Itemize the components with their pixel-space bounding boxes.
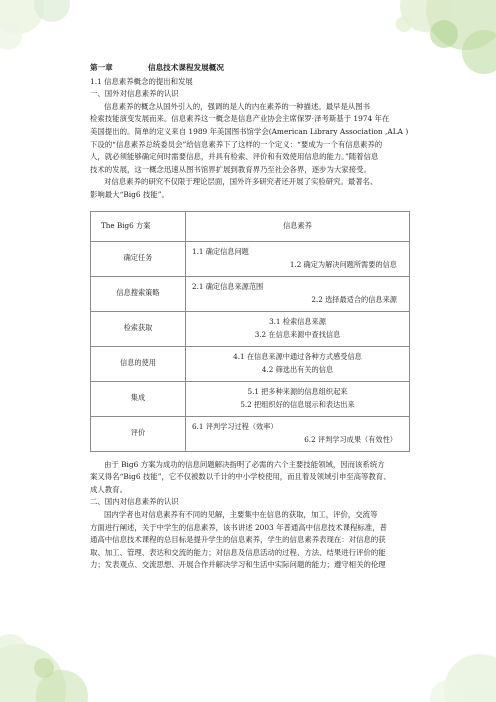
watercolor-corner-top-left [0, 0, 120, 70]
task-item: 2.1 确定信息来源范围 [192, 282, 264, 292]
task-item: 3.1 检索信息来源 [269, 317, 326, 327]
task-item: 6.1 评判学习过程（效率） [192, 422, 278, 432]
task-item: 1.1 确定信息问题 [192, 247, 249, 257]
text-line: 检索技能演变发展而来。信息素养这一概念是信息产业协会主席保罗·泽考斯基于 1974 年在 [90, 114, 390, 124]
text-line: 由于 Big6 方案为成功的信息问题解决指明了必需的六个主要技能领域，因而该系统方 [104, 459, 385, 469]
table-stage-cell: 集成 [91, 381, 186, 416]
text-line: 成人教育。 [90, 484, 127, 494]
text-line: 美国提出的。简单的定义来自 1989 年美国图书馆学会(American Library Association ,ALA ) [90, 126, 409, 136]
table-row [91, 381, 410, 416]
table-task-cell [186, 276, 410, 311]
table-row [91, 311, 410, 346]
table-task-cell [186, 381, 410, 416]
table-header-task: 信息素养 [186, 211, 410, 241]
paragraph-4 [90, 509, 420, 572]
table-stage-cell: 信息搜索策略 [91, 276, 186, 311]
watercolor-corner-bottom-right [376, 592, 496, 702]
task-item: 1.2 确定为解决问题所需要的信息 [289, 259, 397, 269]
table-row [91, 276, 410, 311]
table-header-stage: The Big6 方案 [91, 211, 186, 241]
text-line: 案又得名“Big6 技能”，它不仅被数以千计的中小学校使用，而且着及领域引申至高等教育、 [90, 472, 391, 482]
task-item: 5.2 把组织好的信息展示和表达出来 [240, 399, 355, 409]
table-row [91, 416, 410, 451]
paragraph-1 [90, 101, 420, 177]
big6-table [90, 211, 410, 452]
table-stage-cell: 检索获取 [91, 311, 186, 346]
table-row [91, 346, 410, 381]
chapter-heading [90, 62, 420, 75]
task-item: 5.1 把多种来源的信息组织起来 [247, 387, 348, 397]
table-stage-cell: 信息的使用 [91, 346, 186, 381]
text-line: 信息素养的概念从国外引入的，强调的是人的内在素养的一种描述。最早是从图书 [104, 101, 371, 111]
text-line: 影响最大“Big6 技能”。 [90, 189, 169, 199]
table-task-cell [186, 346, 410, 381]
chapter-number: 第一章 [90, 63, 113, 72]
text-line: 技术的发展，这一概念迅速从图书馆界扩展到教育界乃至社会各界，逐步为大家接受。 [90, 164, 371, 174]
task-item: 4.1 在信息来源中通过各种方式感受信息 [233, 352, 362, 362]
table-task-cell [186, 241, 410, 276]
table-task-cell [186, 311, 410, 346]
task-item: 4.2 筛选出有关的信息 [261, 364, 334, 374]
table-header-row [91, 211, 410, 241]
task-item: 6.2 评判学习成果（有效性） [304, 434, 397, 444]
task-item: 2.2 选择最适合的信息来源 [311, 294, 397, 304]
watercolor-corner-bottom-left [0, 572, 130, 702]
text-line: 力；发表观点、交流思想、开展合作并解决学习和生活中实际问题的能力；遵守相关的伦理 [90, 560, 386, 570]
text-line: 国内学者也对信息素养有不同的见解，主要集中在信息的获取，加工，评价，交流等 [104, 509, 378, 519]
subheading-domestic: 二、国内对信息素养的认识 [90, 497, 179, 507]
text-line: 下设的“信息素养总统委员会”给信息素养下了这样的一个定义：“要成为一个有信息素养的 [90, 139, 383, 149]
paragraph-3 [90, 459, 420, 497]
document-body [90, 62, 420, 572]
table-stage-cell: 评价 [91, 416, 186, 451]
task-item: 3.2 在信息来源中查找信息 [254, 329, 341, 339]
table-stage-cell: 确定任务 [91, 241, 186, 276]
chapter-title: 信息技术课程发展概况 [148, 63, 224, 72]
text-line: 人，就必须能够确定何时需要信息，并具有检索、评价和有效使用信息的能力。”随着信息 [90, 152, 379, 162]
text-line: 方面进行阐述，关于中学生的信息素养，该书讲述 2003 年普通高中信息技术课程标准，普 [90, 522, 387, 532]
table-task-cell [186, 416, 410, 451]
table-row [91, 241, 410, 276]
text-line: 取、加工、管理、表达和交流的能力；对信息及信息活动的过程、方法、结果进行评价的能 [90, 547, 386, 557]
text-line: 通高中信息技术课程的总目标是提升学生的信息素养，学生的信息素养表现在：对信息的获 [90, 535, 386, 545]
paragraph-2 [90, 176, 420, 201]
text-line: 对信息素养的研究不仅限于理论层面，国外许多研究者还开展了实验研究。最著名、 [104, 177, 378, 187]
subheading-foreign: 一、国外对信息素养的认识 [90, 89, 179, 99]
section-heading: 1.1 信息素养概念的提出和发展 [90, 76, 193, 86]
